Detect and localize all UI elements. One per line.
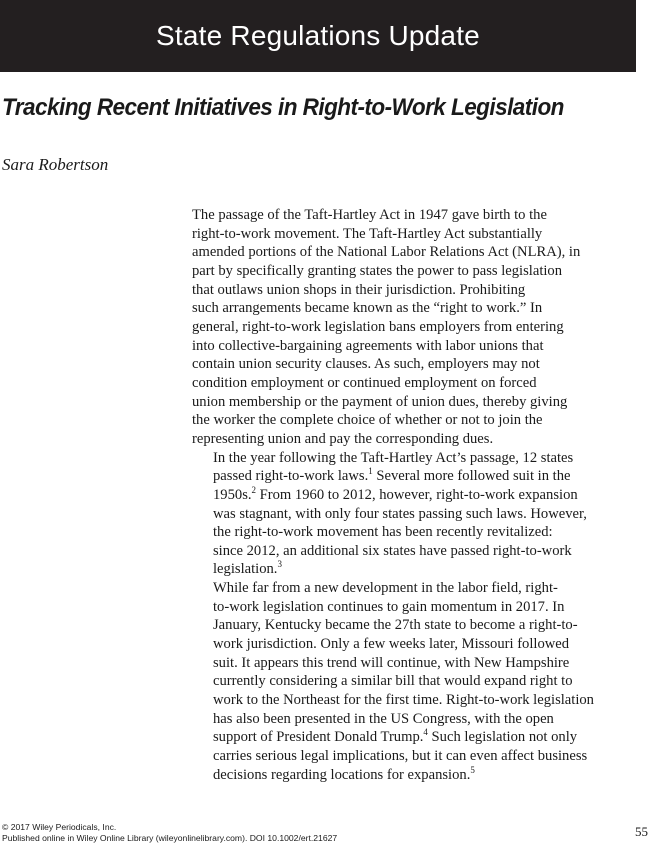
text-line: that outlaws union shops in their jurisdiction. Prohibiting — [192, 281, 526, 298]
text-line: since 2012, an additional six states have passed right-to-work — [213, 542, 572, 559]
section-banner — [0, 0, 636, 72]
text-line — [192, 467, 638, 486]
publication-info: Published online in Wiley Online Library (wileyonlinelibrary.com). DOI 10.1002/ert.21627 — [2, 833, 338, 843]
page-number: 55 — [635, 824, 648, 839]
text-line: suit. It appears this trend will continue, with New Hampshire — [213, 654, 570, 671]
text-line: January, Kentucky became the 27th state to become a right-to- — [213, 617, 578, 634]
text-line: to-work legislation continues to gain momentum in 2017. In — [213, 598, 565, 615]
footnote-ref-1: 1 — [368, 466, 373, 477]
text-line: The passage of the Taft-Hartley Act in 1947 gave birth to the — [192, 207, 547, 223]
article-title: Tracking Recent Initiatives in Right-to-Work Legislation — [2, 94, 564, 121]
text-line: general, right-to-work legislation bans employers from entering — [192, 318, 564, 335]
publication-footer — [2, 822, 337, 844]
text-segment: Several more followed suit in the — [372, 468, 571, 485]
text-segment: passed right-to-work laws. — [213, 468, 369, 485]
text-segment: Such legislation not only — [427, 729, 578, 746]
text-line: such arrangements became known as the “right to work.” In — [192, 300, 543, 317]
text-line: was stagnant, with only four states passing such laws. However, — [213, 505, 587, 522]
footnote-ref-3: 3 — [277, 559, 282, 570]
text-line — [192, 560, 638, 579]
text-line: In the year following the Taft-Hartley Act’s passage, 12 states — [213, 449, 574, 466]
footnote-ref-4: 4 — [423, 727, 428, 738]
text-segment: 1950s. — [213, 486, 252, 503]
text-segment: support of President Donald Trump. — [213, 729, 424, 746]
paragraph-1 — [192, 206, 638, 449]
article-body — [192, 206, 638, 784]
text-line: currently considering a similar bill that would expand right to — [213, 673, 573, 690]
text-line: amended portions of the National Labor Relations Act (NLRA), in — [192, 244, 581, 261]
author-name: Sara Robertson — [2, 155, 109, 174]
text-line: condition employment or continued employment on forced — [192, 374, 537, 391]
text-line — [192, 728, 638, 747]
text-line: has also been presented in the US Congress, with the open — [213, 710, 554, 727]
text-line: work jurisdiction. Only a few weeks later, Missouri followed — [213, 636, 570, 653]
text-line: carries serious legal implications, but it can even affect business — [213, 748, 588, 765]
text-line: right-to-work movement. The Taft-Hartley Act substantially — [192, 225, 543, 242]
footnote-ref-5: 5 — [470, 764, 475, 775]
text-segment: From 1960 to 2012, however, right-to-work expansion — [256, 486, 578, 503]
paragraph-2 — [192, 449, 638, 580]
footnote-ref-2: 2 — [251, 484, 257, 495]
text-line: work to the Northeast for the first time. Right-to-work legislation — [213, 692, 594, 709]
text-line: union membership or the payment of union dues, thereby giving — [192, 393, 568, 410]
text-line: representing union and pay the corresponding dues. — [192, 430, 494, 447]
paragraph-3 — [192, 579, 638, 784]
text-line: into collective-bargaining agreements with labor unions that — [192, 337, 544, 354]
text-line: contain union security clauses. As such, employers may not — [192, 356, 540, 373]
copyright-notice: © 2017 Wiley Periodicals, Inc. — [2, 822, 117, 832]
text-line: the worker the complete choice of whether or not to join the — [192, 412, 543, 429]
text-line — [192, 766, 638, 785]
text-line: While far from a new development in the labor field, right- — [213, 580, 558, 597]
text-line: part by specifically granting states the power to pass legislation — [192, 262, 563, 279]
text-segment: legislation. — [213, 561, 278, 578]
section-banner-title: State Regulations Update — [156, 20, 480, 51]
text-line: the right-to-work movement has been recently revitalized: — [213, 524, 553, 541]
text-line — [192, 486, 638, 505]
text-segment: decisions regarding locations for expansion. — [213, 766, 471, 783]
